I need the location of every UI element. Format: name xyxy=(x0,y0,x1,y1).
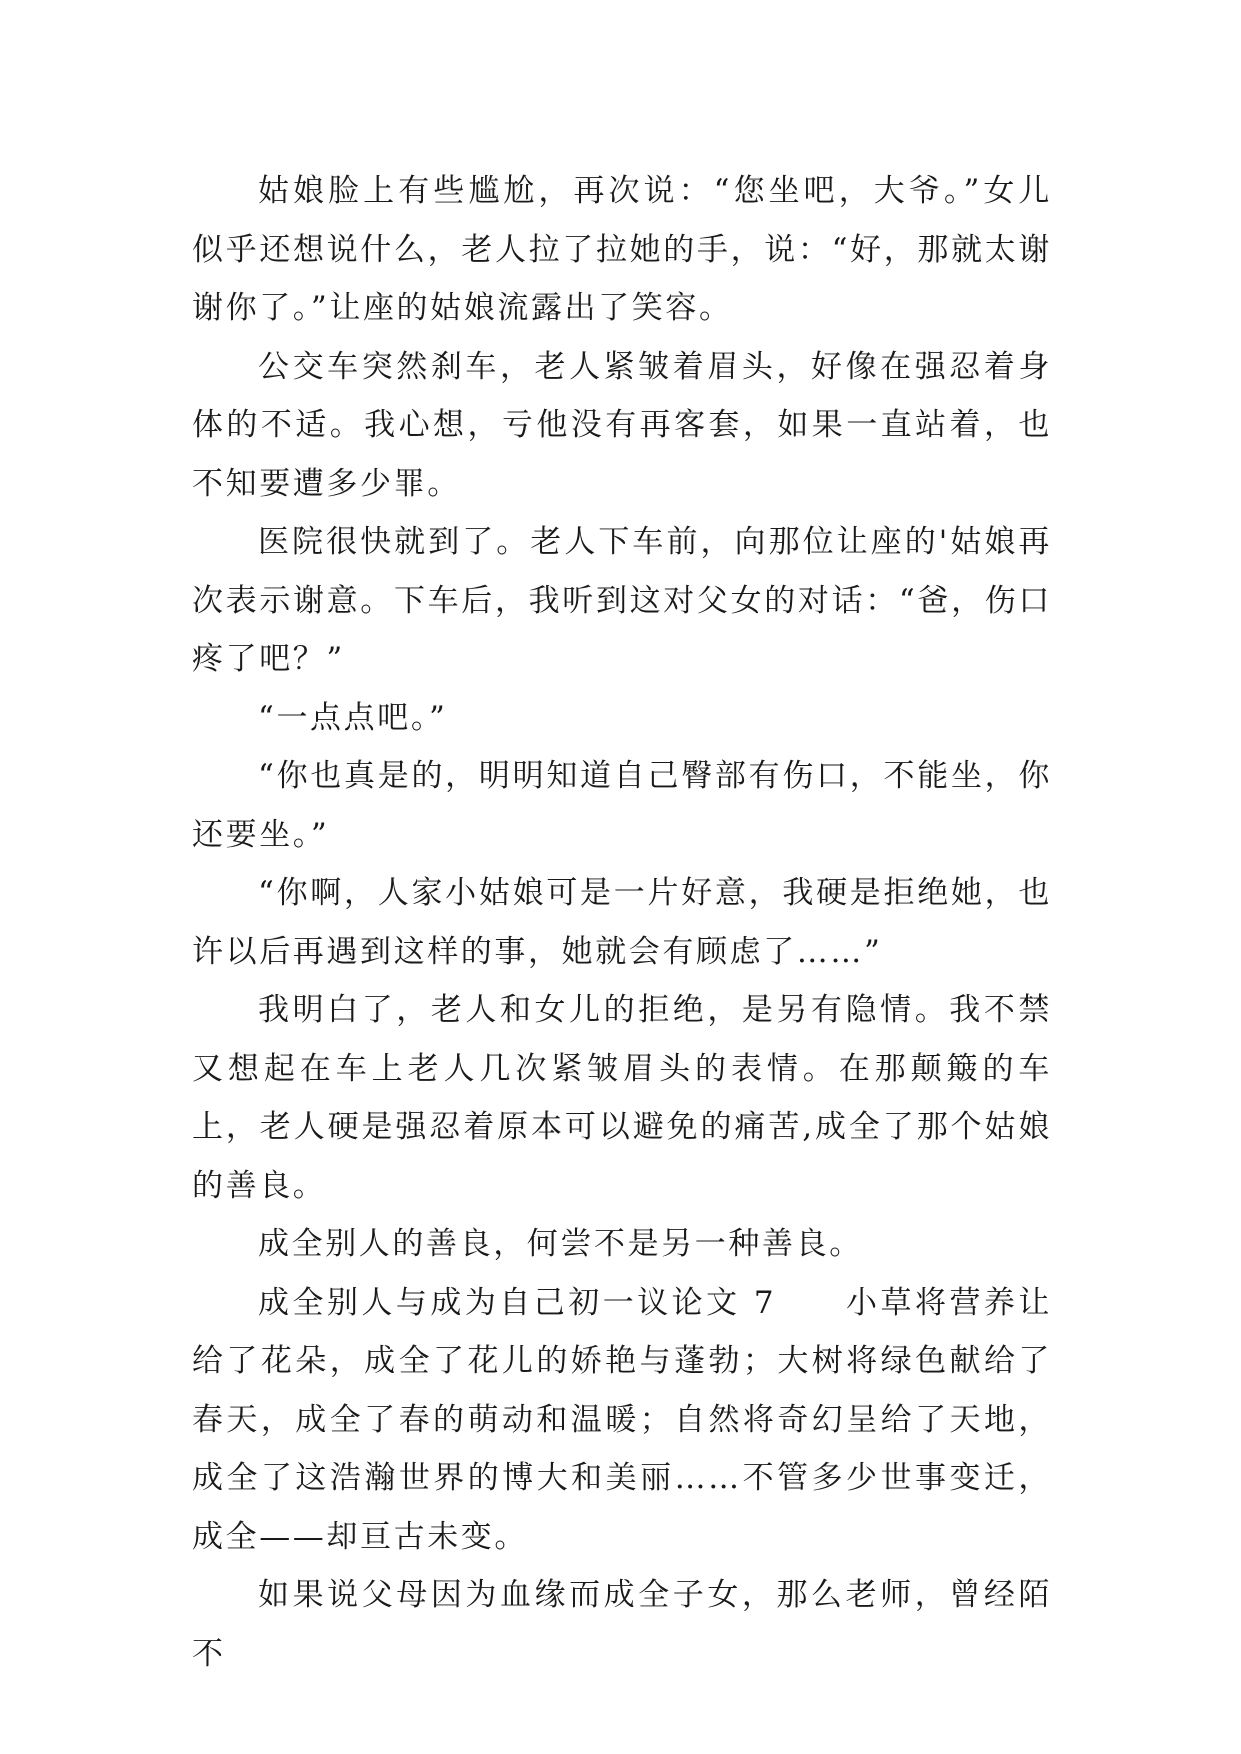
paragraph: 如果说父母因为血缘而成全子女，那么老师，曾经陌不 xyxy=(192,1577,1052,1672)
paragraph: “你也真是的，明明知道自己臀部有伤口，不能坐，你还要坐。” xyxy=(192,758,1052,853)
paragraph: “一点点吧。” xyxy=(258,699,448,736)
paragraph: 成全别人的善良，何尝不是另一种善良。 xyxy=(258,1226,863,1262)
paragraph: “你啊，人家小姑娘可是一片好意，我硬是拒绝她，也许以后再遇到这样的事，她就会有顾虑了……” xyxy=(192,875,1052,970)
paragraph: 公交车突然刹车，老人紧皱着眉头，好像在强忍着身体的不适。我心想，亏他没有再客套，如果一直站着，也不知要遭多少罪。 xyxy=(192,348,1052,502)
paragraph: 成全别人与成为自己初一议论文 7 小草将营养让给了花朵，成全了花儿的娇艳与蓬勃；大树将绿色献给了春天，成全了春的萌动和温暖；自然将奇幻呈给了天地，成全了这浩瀚世界的博大和美丽……不管多少世事变迁，成全——却亘古未变。 xyxy=(192,1284,1052,1555)
paragraph: 姑娘脸上有些尴尬，再次说：“您坐吧，大爷。”女儿似乎还想说什么，老人拉了拉她的手，说：“好，那就太谢谢你了。”让座的姑娘流露出了笑容。 xyxy=(192,173,1052,326)
paragraph: 医院很快就到了。老人下车前，向那位让座的'姑娘再次表示谢意。下车后，我听到这对父女的对话：“爸，伤口疼了吧？” xyxy=(192,524,1052,677)
document-page xyxy=(192,162,1052,1683)
paragraph: 我明白了，老人和女儿的拒绝，是另有隐情。我不禁又想起在车上老人几次紧皱眉头的表情。在那颠簸的车上，老人硬是强忍着原本可以避免的痛苦,成全了那个姑娘的善良。 xyxy=(192,992,1052,1204)
